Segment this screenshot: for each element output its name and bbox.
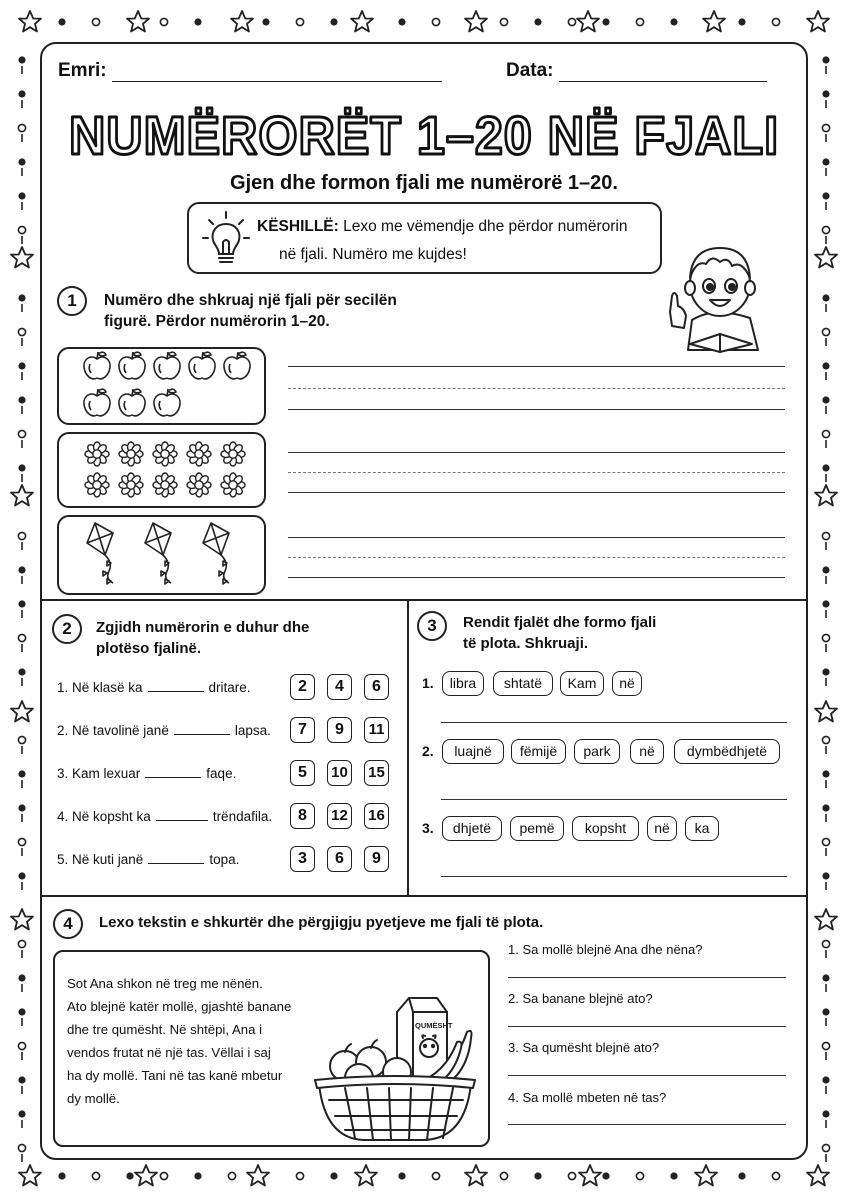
writing-line[interactable]: [288, 577, 785, 578]
sentence-number: 2.: [422, 743, 434, 759]
flower-icon: [153, 473, 177, 497]
kite-icon-group: [59, 517, 264, 593]
word-chip[interactable]: fëmijë: [511, 739, 566, 764]
answer-line[interactable]: [441, 722, 787, 723]
answer-line[interactable]: [508, 1026, 786, 1027]
sentence-number: 1.: [422, 675, 434, 691]
flower-icon: [221, 473, 245, 497]
writing-line[interactable]: [288, 409, 785, 410]
word-chip[interactable]: luajnë: [442, 739, 504, 764]
tip-text-line2: në fjali. Numëro me kujdes!: [279, 246, 467, 263]
number-option[interactable]: 10: [327, 760, 352, 786]
reading-question: 3. Sa qumësht blejnë ato?: [508, 1040, 660, 1055]
number-option[interactable]: 9: [364, 846, 389, 872]
apple-icon: [189, 352, 215, 379]
answer-blank[interactable]: [156, 820, 208, 821]
apple-icon: [154, 352, 180, 379]
word-chip[interactable]: pemë: [510, 816, 564, 841]
kite-icon: [87, 523, 113, 584]
writing-line[interactable]: [288, 492, 785, 493]
sentence-start: 4. Në kopsht ka: [57, 809, 151, 824]
sentence-start: 2. Në tavolinë janë: [57, 723, 169, 738]
apple-icon: [154, 389, 180, 416]
number-option[interactable]: 4: [327, 674, 352, 700]
story-line: dy mollë.: [67, 1091, 120, 1106]
section-4-number: 4: [53, 909, 83, 939]
date-field[interactable]: [506, 60, 767, 82]
word-chip[interactable]: shtatë: [493, 671, 553, 696]
picture-box-apples: [57, 347, 266, 425]
flower-icon: [85, 473, 109, 497]
word-chip[interactable]: libra: [442, 671, 484, 696]
tip-box: [187, 202, 662, 274]
apple-icon: [119, 389, 145, 416]
number-option[interactable]: 7: [290, 717, 315, 743]
svg-text:NUMËRORËT 1–20 NË FJALI: NUMËRORËT 1–20 NË FJALI: [69, 106, 779, 166]
story-line: Ato blejnë katër mollë, gjashtë banane: [67, 999, 292, 1014]
apple-icon-group: [59, 349, 264, 423]
flower-icon: [119, 473, 143, 497]
apple-icon: [224, 352, 250, 379]
reading-question: 1. Sa mollë blejnë Ana dhe nëna?: [508, 942, 703, 957]
boy-reading-illustration: [662, 226, 774, 354]
story-line: Sot Ana shkon në treg me nënën.: [67, 976, 263, 991]
story-text: [67, 972, 309, 1110]
word-chip[interactable]: Kam: [560, 671, 604, 696]
flower-icon: [153, 442, 177, 466]
flower-icon: [187, 442, 211, 466]
answer-blank[interactable]: [148, 863, 204, 864]
word-chip[interactable]: dhjetë: [442, 816, 502, 841]
writing-guide-line: [288, 557, 785, 558]
sentence-end: faqe.: [206, 766, 237, 781]
answer-line[interactable]: [508, 977, 786, 978]
flower-icon: [187, 473, 211, 497]
lightbulb-icon: [201, 210, 251, 268]
fill-in-row: [57, 680, 251, 695]
number-option[interactable]: 16: [364, 803, 389, 829]
word-chip[interactable]: dymbëdhjetë: [674, 739, 780, 764]
name-label: Emri:: [58, 60, 107, 81]
story-line: dhe tre qumësht. Në shtëpi, Ana i: [67, 1022, 262, 1037]
page-subtitle: Gjen dhe formon fjali me numërorë 1–20.: [230, 172, 618, 194]
number-option[interactable]: 9: [327, 717, 352, 743]
word-chip[interactable]: park: [574, 739, 620, 764]
number-option[interactable]: 8: [290, 803, 315, 829]
writing-guide-line: [288, 388, 785, 389]
flower-icon: [85, 442, 109, 466]
date-label: Data:: [506, 60, 554, 81]
writing-line[interactable]: [288, 366, 785, 367]
word-chip[interactable]: në: [630, 739, 664, 764]
story-line: vendos frutat në një tas. Vëllai i saj: [67, 1045, 271, 1060]
sentence-end: dritare.: [208, 680, 251, 695]
answer-line[interactable]: [508, 1124, 786, 1125]
apple-icon: [84, 352, 110, 379]
sentence-start: 1. Në klasë ka: [57, 680, 143, 695]
fill-in-row: [57, 766, 236, 781]
number-option[interactable]: 5: [290, 760, 315, 786]
reading-question: 2. Sa banane blejnë ato?: [508, 991, 653, 1006]
sentence-end: lapsa.: [234, 723, 271, 738]
writing-line[interactable]: [288, 537, 785, 538]
section-divider: [40, 599, 808, 601]
sentence-end: topa.: [209, 852, 240, 867]
fill-in-row: [57, 809, 272, 824]
number-option[interactable]: 12: [327, 803, 352, 829]
flower-icon: [221, 442, 245, 466]
section-3-instruction: Rendit fjalët dhe formo fjali të plota. Shkruaji.: [463, 614, 657, 652]
tip-text-line1: KËSHILLË: Lexo me vëmendje dhe përdor numërorin: [257, 218, 628, 235]
picture-box-kites: [57, 515, 266, 595]
story-box: [53, 950, 490, 1147]
fruit-basket-illustration: [305, 988, 485, 1143]
writing-line[interactable]: [288, 452, 785, 453]
fill-in-row: [57, 852, 239, 867]
sentence-end: trëndafila.: [212, 809, 273, 824]
word-chip[interactable]: në: [647, 816, 677, 841]
name-field[interactable]: [58, 60, 442, 82]
date-line[interactable]: [559, 62, 767, 82]
answer-blank[interactable]: [145, 777, 201, 778]
section-3-number: 3: [417, 611, 447, 641]
answer-line[interactable]: [508, 1075, 786, 1076]
name-line[interactable]: [112, 62, 442, 82]
milk-carton-label: QUMËSHT: [415, 1021, 453, 1030]
answer-line[interactable]: [441, 876, 787, 877]
sentence-start: 3. Kam lexuar: [57, 766, 141, 781]
apple-icon: [119, 352, 145, 379]
word-chip[interactable]: ka: [685, 816, 719, 841]
story-line: ha dy mollë. Tani në tas kanë mbetur: [67, 1068, 283, 1083]
number-option[interactable]: 3: [290, 846, 315, 872]
sentence-number: 3.: [422, 820, 434, 836]
number-option[interactable]: 15: [364, 760, 389, 786]
section-divider: [407, 599, 409, 895]
number-option[interactable]: 6: [327, 846, 352, 872]
picture-box-flowers: [57, 432, 266, 508]
apple-icon: [84, 389, 110, 416]
section-divider: [40, 895, 808, 897]
reading-question: 4. Sa mollë mbeten në tas?: [508, 1090, 667, 1105]
flower-icon-group: [59, 434, 264, 506]
answer-blank[interactable]: [148, 691, 204, 692]
number-option[interactable]: 6: [364, 674, 389, 700]
section-2-instruction: Zgjidh numërorin e duhur dhe plotëso fjalinë.: [96, 619, 310, 657]
tip-label: KËSHILLË:: [257, 218, 339, 235]
section-1-number: 1: [57, 286, 87, 316]
sentence-start: 5. Në kuti janë: [57, 852, 144, 867]
page-title: [60, 96, 788, 170]
kite-icon: [203, 523, 229, 584]
kite-icon: [145, 523, 171, 584]
section-1-instruction: Numëro dhe shkruaj një fjali për secilën figurë. Përdor numërorin 1–20.: [104, 292, 397, 330]
answer-blank[interactable]: [174, 734, 230, 735]
answer-line[interactable]: [441, 799, 787, 800]
number-option[interactable]: 11: [364, 717, 389, 743]
fill-in-row: [57, 723, 271, 738]
number-option[interactable]: 2: [290, 674, 315, 700]
section-4-instruction: Lexo tekstin e shkurtër dhe përgjigju pyetjeve me fjali të plota.: [99, 914, 544, 931]
flower-icon: [119, 442, 143, 466]
writing-guide-line: [288, 472, 785, 473]
word-chip[interactable]: në: [612, 671, 642, 696]
word-chip[interactable]: kopsht: [572, 816, 639, 841]
section-2-number: 2: [52, 614, 82, 644]
